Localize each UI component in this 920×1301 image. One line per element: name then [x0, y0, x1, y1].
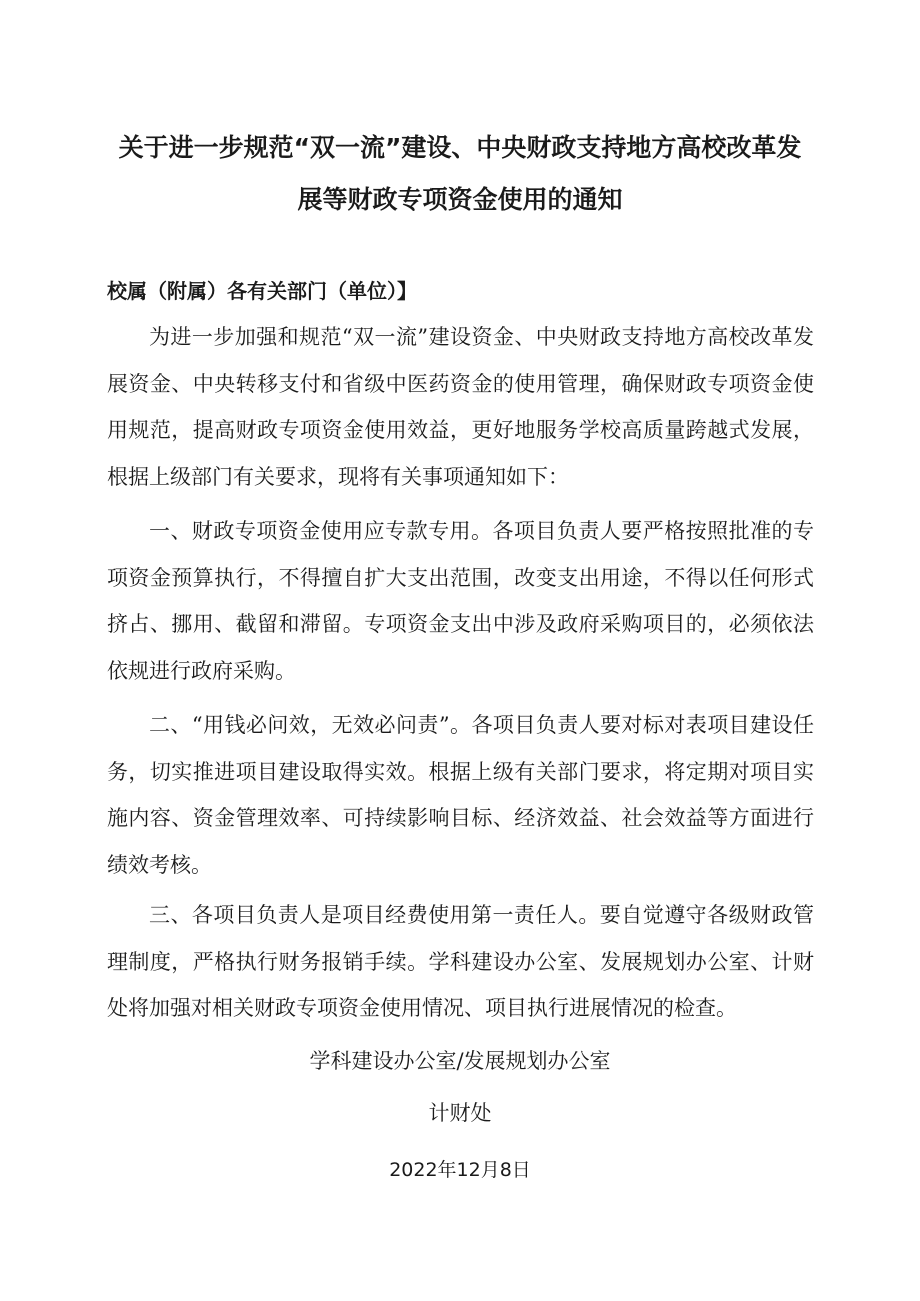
document-title-line-1: 关于进一步规范“双一流”建设、中央财政支持地方高校改革发: [118, 133, 802, 162]
paragraph-item-3: 三、各项目负责人是项目经费使用第一责任人。要自觉遵守各级财政管理制度，严格执行财务报销手续。学科建设办公室、发展规划办公室、计财处将加强对相关财政专项资金使用情况、项目执行进展情况的检查。: [107, 903, 814, 1020]
signature-office: 学科建设办公室/发展规划办公室: [309, 1049, 611, 1073]
issue-date: 2022年12月8日: [389, 1159, 531, 1181]
paragraph-intro: 为进一步加强和规范“双一流”建设资金、中央财政支持地方高校改革发展资金、中央转移支付和省级中医药资金的使用管理，确保财政专项资金使用规范，提高财政专项资金使用效益，更好地服务学校高质量跨越式发展，根据上级部门有关要求，现将有关事项通知如下：: [107, 325, 814, 489]
document-title-line-2: 展等财政专项资金使用的通知: [297, 185, 623, 214]
signature-finance: 计财处: [428, 1101, 492, 1125]
salutation: 校属（附属）各有关部门（单位）】: [107, 279, 417, 303]
paragraph-item-2: 二、“用钱必问效，无效必问责”。各项目负责人要对标对表项目建设任务，切实推进项目建设取得实效。根据上级有关部门要求，将定期对项目实施内容、资金管理效率、可持续影响目标、经济效益、社会效益等方面进行绩效考核。: [107, 713, 814, 877]
paragraph-item-1: 一、财政专项资金使用应专款专用。各项目负责人要严格按照批准的专项资金预算执行，不得擅自扩大支出范围，改变支出用途，不得以任何形式挤占、挪用、截留和滞留。专项资金支出中涉及政府采购项目的，必须依法依规进行政府采购。: [107, 519, 814, 683]
